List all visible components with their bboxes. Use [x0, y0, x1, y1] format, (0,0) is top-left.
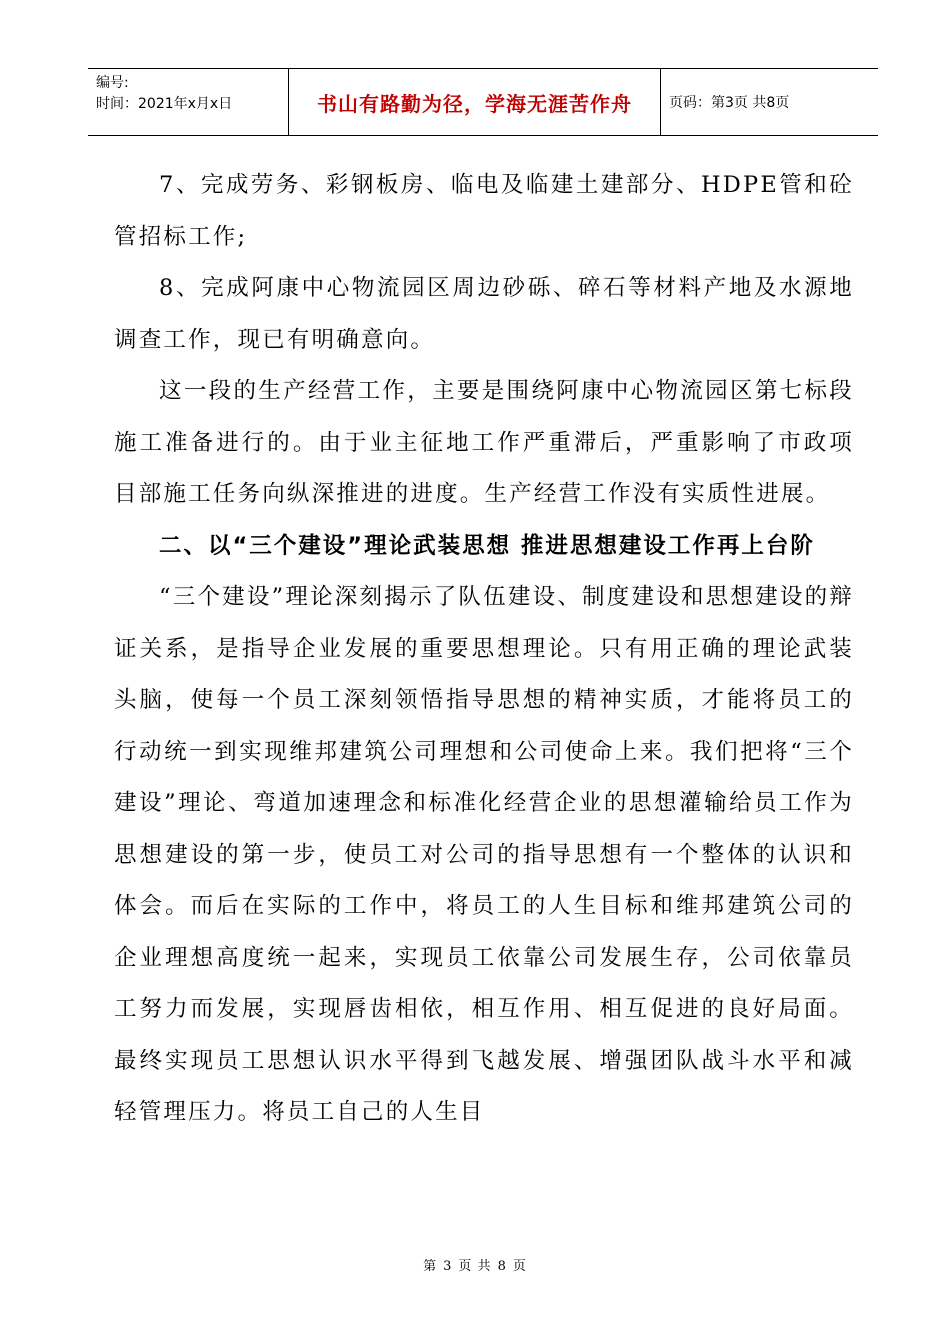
- paragraph-item-7: 7、完成劳务、彩钢板房、临电及临建土建部分、HDPE管和砼管招标工作;: [114, 172, 854, 250]
- paragraph-item-8: 8、完成阿康中心物流园区周边砂砾、碎石等材料产地及水源地调查工作，现已有明确意向。: [114, 275, 854, 353]
- footer-prefix: 第: [423, 1259, 438, 1274]
- document-header: [88, 68, 878, 136]
- footer-page-number: 3: [443, 1259, 453, 1274]
- header-page-cell: [661, 69, 878, 135]
- header-motto-cell: [288, 69, 661, 135]
- header-meta: [88, 69, 288, 135]
- header-motto: 书山有路勤为径，学海无涯苦作舟: [317, 91, 632, 116]
- footer-suffix: 页: [512, 1259, 527, 1274]
- page-footer: [0, 1255, 950, 1274]
- header-page-label: 页码：第3页 共8页: [669, 95, 790, 111]
- document-body: [114, 160, 854, 1139]
- document-time-label: 时间：2021年x月x日: [96, 96, 233, 112]
- footer-middle: 页 共: [458, 1259, 492, 1274]
- section-heading: 二、以“三个建设”理论武装思想 推进思想建设工作再上台阶: [159, 532, 815, 559]
- footer-total-pages: 8: [497, 1259, 507, 1274]
- paragraph-summary: 这一段的生产经营工作，主要是围绕阿康中心物流园区第七标段施工准备进行的。由于业主征地工作严重滞后，严重影响了市政项目部施工任务向纵深推进的进度。生产经营工作没有实质性进展。: [114, 378, 854, 507]
- section-paragraph: “三个建设”理论深刻揭示了队伍建设、制度建设和思想建设的辩证关系，是指导企业发展的重要思想理论。只有用正确的理论武装头脑，使每一个员工深刻领悟指导思想的精神实质，才能将员工的行动统一到实现维邦建筑公司理想和公司使命上来。我们把将“三个建设”理论、弯道加速理念和标准化经营企业的思想灌输给员工作为思想建设的第一步，使员工对公司的指导思想有一个整体的认识和体会。而后在实际的工作中，将员工的人生目标和维邦建筑公司的企业理想高度统一起来，实现员工依靠公司发展生存，公司依靠员工努力而发展，实现唇齿相依，相互作用、相互促进的良好局面。最终实现员工思想认识水平得到飞越发展、增强团队战斗水平和减轻管理压力。将员工自己的人生目: [114, 584, 854, 1125]
- document-number-label: 编号:: [96, 75, 129, 91]
